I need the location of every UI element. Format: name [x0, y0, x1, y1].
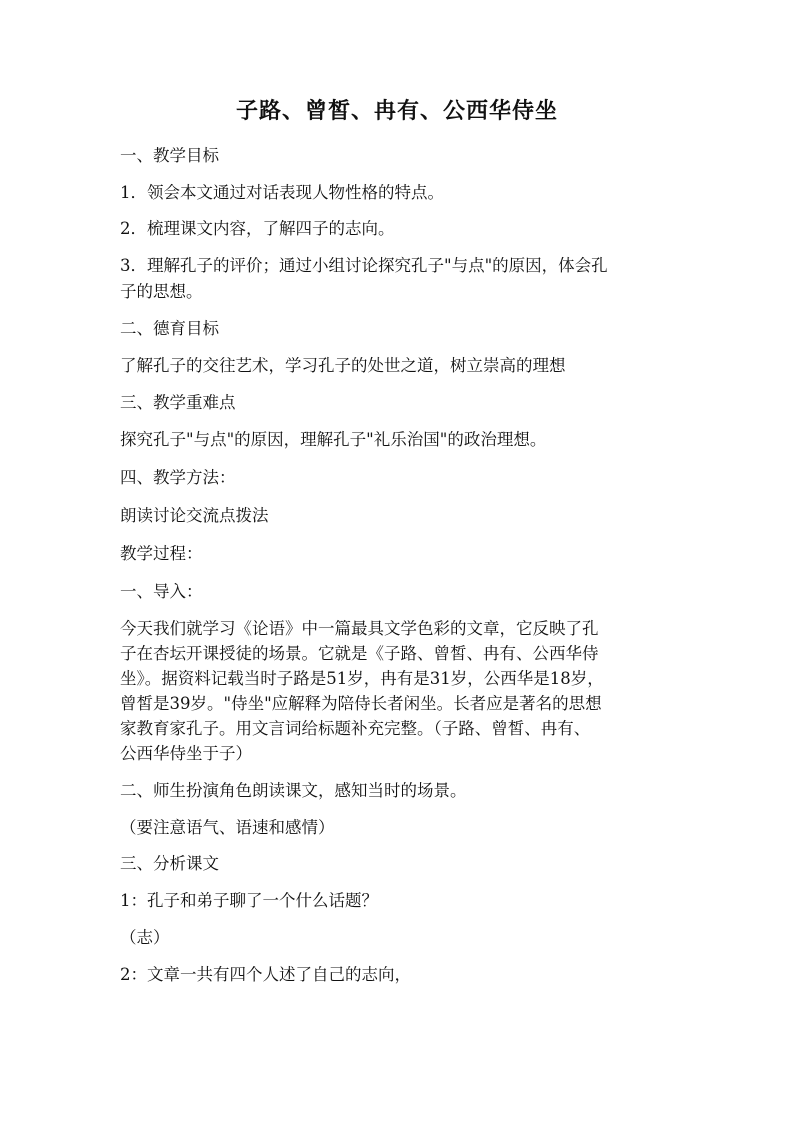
answer-1: （志） [120, 928, 170, 947]
heading-teaching-process: 教学过程： [120, 544, 203, 563]
objective-1: 1．领会本文通过对话表现人物性格的特点。 [120, 183, 444, 202]
heading-moral-objectives: 二、德育目标 [120, 319, 219, 338]
introduction-line-1: 今天我们就学习《论语》中一篇最具文学色彩的文章，它反映了孔 [120, 619, 599, 638]
question-2: 2：文章一共有四个人述了自己的志向， [120, 965, 411, 984]
heading-teaching-objectives: 一、教学目标 [120, 146, 219, 165]
heading-introduction: 一、导入： [120, 582, 203, 601]
introduction-line-4: 曾皙是39岁。"侍坐"应解释为陪侍长者闲坐。长者应是著名的思想 [120, 694, 602, 713]
introduction-line-2: 子在杏坛开课授徒的场景。它就是《子路、曾皙、冉有、公西华侍 [120, 644, 599, 663]
objective-2: 2．梳理课文内容，了解四子的志向。 [120, 219, 395, 238]
heading-role-reading: 二、师生扮演角色朗读课文，感知当时的场景。 [120, 781, 467, 800]
teaching-methods-text: 朗读讨论交流点拨法 [120, 506, 269, 525]
role-reading-note: （要注意语气、语速和感情） [120, 818, 335, 837]
question-1: 1：孔子和弟子聊了一个什么话题？ [120, 891, 378, 910]
moral-objective-text: 了解孔子的交往艺术，学习孔子的处世之道，树立崇高的理想 [120, 356, 566, 375]
introduction-line-5: 家教育家孔子。用文言词给标题补充完整。（子路、曾皙、冉有、 [120, 719, 591, 738]
document-title: 子路、曾皙、冉有、公西华侍坐 [235, 98, 558, 124]
objective-3-line-2: 子的思想。 [120, 282, 203, 301]
heading-key-difficulties: 三、教学重难点 [120, 393, 236, 412]
objective-3-line-1: 3．理解孔子的评价；通过小组讨论探究孔子"与点"的原因，体会孔 [120, 256, 608, 275]
heading-text-analysis: 三、分析课文 [120, 854, 219, 873]
introduction-line-6: 公西华侍坐于子） [120, 744, 252, 763]
introduction-line-3: 坐》。据资料记载当时子路是51岁，冉有是31岁，公西华是18岁， [120, 669, 604, 688]
heading-teaching-methods: 四、教学方法： [120, 468, 236, 487]
key-difficulties-text: 探究孔子"与点"的原因，理解孔子"礼乐治国"的政治理想。 [120, 430, 547, 449]
